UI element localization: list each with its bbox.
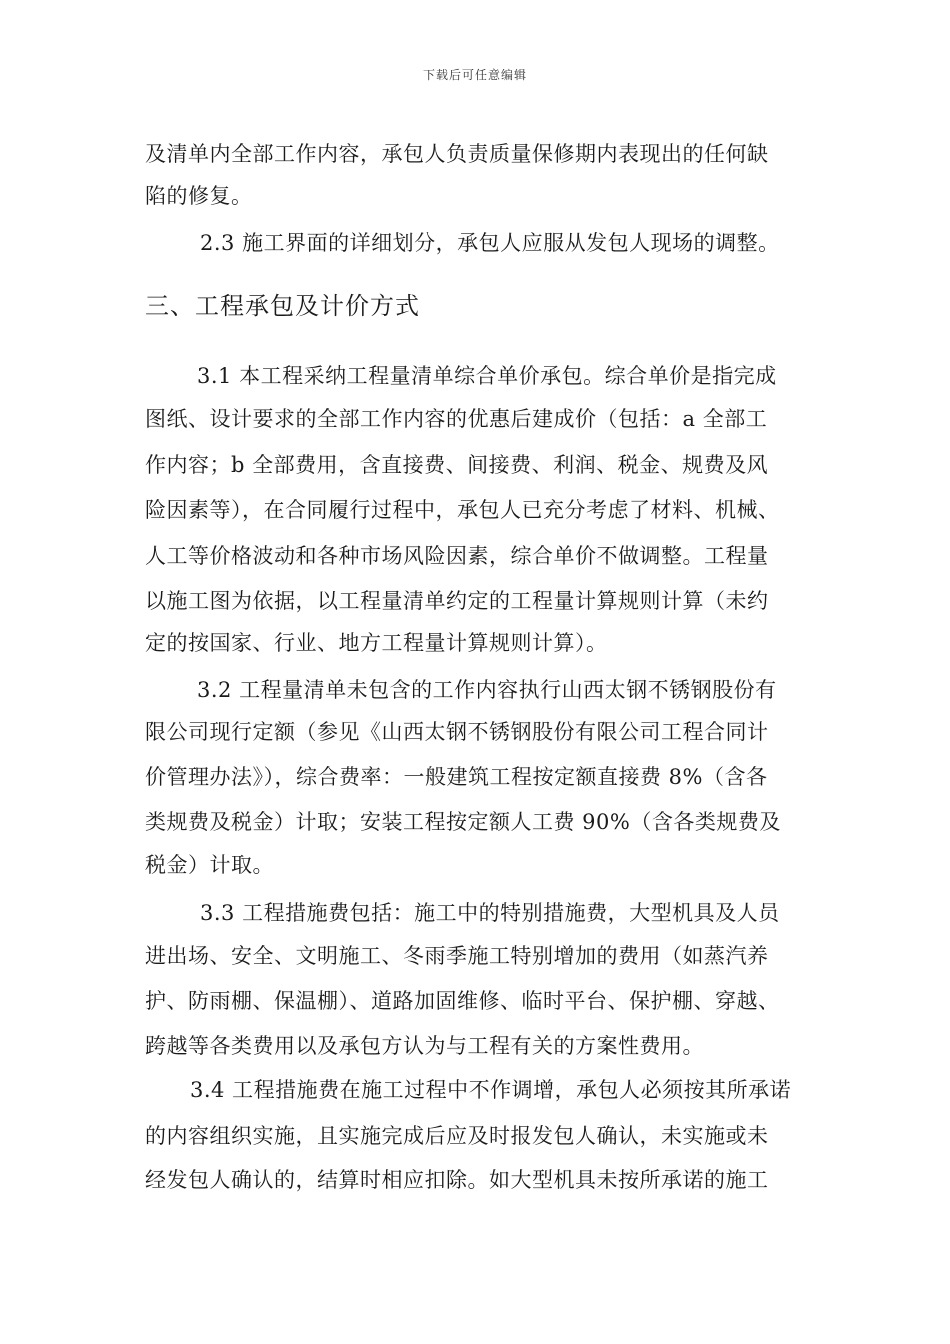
text-line: 及清单内全部工作内容，承包人负责质量保修期内表现出的任何缺	[145, 142, 769, 166]
text-line: 以施工图为依据，以工程量清单约定的工程量计算规则计算（未约	[145, 589, 769, 613]
text-line: 3.1 本工程采纳工程量清单综合单价承包。综合单价是指完成	[197, 364, 777, 388]
text-line: 图纸、设计要求的全部工作内容的优惠后建成价（包括：a 全部工	[145, 407, 768, 431]
text-line: 3.4 工程措施费在施工过程中不作调增，承包人必须按其所承诺	[190, 1078, 792, 1102]
text-line: 经发包人确认的，结算时相应扣除。如大型机具未按所承诺的施工	[145, 1168, 769, 1192]
text-line: 类规费及税金）计取；安装工程按定额人工费 90%（含各类规费及	[145, 810, 781, 834]
text-line: 限公司现行定额（参见《山西太钢不锈钢股份有限公司工程合同计	[145, 720, 769, 744]
text-line: 人工等价格波动和各种市场风险因素，综合单价不做调整。工程量	[145, 544, 769, 568]
text-line: 税金）计取。	[145, 853, 274, 877]
text-line: 3.2 工程量清单未包含的工作内容执行山西太钢不锈钢股份有	[197, 678, 777, 702]
text-line: 跨越等各类费用以及承包方认为与工程有关的方案性费用。	[145, 1034, 704, 1058]
text-line: 2.3 施工界面的详细划分，承包人应服从发包人现场的调整。	[200, 231, 780, 255]
text-line: 作内容；b 全部费用，含直接费、间接费、利润、税金、规费及风	[145, 453, 769, 477]
text-line: 进出场、安全、文明施工、冬雨季施工特别增加的费用（如蒸汽养	[145, 944, 769, 968]
text-line: 的内容组织实施，且实施完成后应及时报发包人确认，未实施或未	[145, 1124, 769, 1148]
text-line: 护、防雨棚、保温棚）、道路加固维修、临时平台、保护棚、穿越、	[145, 989, 780, 1013]
text-line: 陷的修复。	[145, 184, 253, 208]
text-line: 定的按国家、行业、地方工程量计算规则计算）。	[145, 631, 608, 655]
text-line: 3.3 工程措施费包括：施工中的特别措施费，大型机具及人员	[200, 901, 780, 925]
page-header-note: 下载后可任意编辑	[422, 68, 527, 82]
text-line: 价管理办法》），综合费率：一般建筑工程按定额直接费 8%（含各	[145, 765, 768, 789]
section-heading: 三、工程承包及计价方式	[145, 292, 420, 320]
text-line: 险因素等），在合同履行过程中，承包人已充分考虑了材料、机械、	[145, 498, 780, 522]
